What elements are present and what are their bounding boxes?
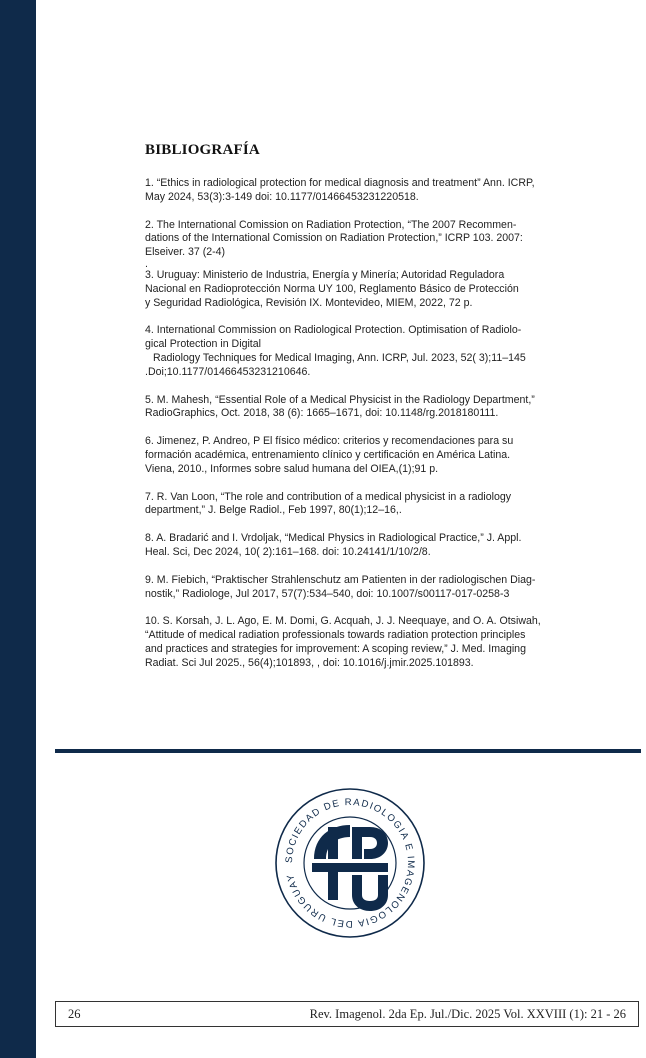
reference-5 [145, 394, 553, 422]
reference-line: Radiology Techniques for Medical Imaging, Ann. ICRP, Jul. 2023, 52( 3);11–145 [153, 351, 526, 364]
reference-line: y Seguridad Radiológica, Revisión IX. Montevideo, MIEM, 2022, 72 p. [145, 296, 473, 309]
reference-4 [145, 324, 553, 379]
reference-line: 2. The International Comission on Radiation Protection, “The 2007 Recommen- [145, 218, 517, 231]
reference-line: Radiat. Sci Jul 2025., 56(4);101893, , doi: 10.1016/j.jmir.2025.101893. [145, 656, 474, 669]
reference-line: 3. Uruguay: Ministerio de Industria, Energía y Minería; Autoridad Reguladora [145, 268, 505, 281]
bibliography-section [145, 142, 553, 685]
reference-line: nostik,” Radiologe, Jul 2017, 57(7):534–540, doi: 10.1007/s00117-017-0258-3 [145, 587, 510, 600]
reference-line: 4. International Commission on Radiological Protection. Optimisation of Radiolo- [145, 324, 522, 337]
journal-citation: Rev. Imagenol. 2da Ep. Jul./Dic. 2025 Vol. XXVIII (1): 21 - 26 [309, 1007, 626, 1021]
reference-6 [145, 435, 553, 476]
section-divider [55, 749, 641, 753]
bibliography-heading: BIBLIOGRAFÍA [145, 142, 260, 158]
reference-line: 9. M. Fiebich, “Praktischer Strahlenschutz am Patienten in der radiologischen Diag- [145, 573, 536, 586]
logo-monogram [312, 825, 388, 911]
reference-line: 1. “Ethics in radiological protection for medical diagnosis and treatment” Ann. ICRP, [145, 177, 535, 189]
reference-line: .Doi;10.1177/01466453231210646. [145, 365, 311, 378]
reference-10 [145, 615, 553, 670]
reference-line: 5. M. Mahesh, “Essential Role of a Medical Physicist in the Radiology Department,” [145, 393, 535, 406]
reference-line: department,” J. Belge Radiol., Feb 1997, 80(1);12–16,. [145, 504, 402, 517]
reference-line: 10. S. Korsah, J. L. Ago, E. M. Domi, G. Acquah, J. J. Neequaye, and O. A. Otsiwah, [145, 615, 541, 628]
reference-line: Viena, 2010., Informes sobre salud humana del OIEA,(1);91 p. [145, 462, 439, 475]
reference-line: Elseiver. 37 (2-4) [145, 246, 226, 259]
reference-2 [145, 219, 553, 260]
reference-line: RadioGraphics, Oct. 2018, 38 (6): 1665–1671, doi: 10.1148/rg.2018180111. [145, 407, 499, 420]
reference-line: 8. A. Bradarić and I. Vrdoljak, “Medical Physics in Radiological Practice,” J. Appl. [145, 532, 522, 545]
reference-9 [145, 574, 553, 602]
reference-1 [145, 177, 553, 205]
reference-line: Nacional en Radioprotección Norma UY 100, Reglamento Básico de Protección [145, 282, 519, 295]
reference-line: 7. R. Van Loon, “The role and contribution of a medical physicist in a radiology [145, 490, 512, 503]
reference-line: “Attitude of medical radiation professionals towards radiation protection principles [145, 629, 526, 642]
reference-line: and practices and strategies for improvement: A scoping review,” J. Med. Imaging [145, 642, 526, 655]
side-color-bar [0, 0, 36, 1058]
page-footer [55, 1001, 639, 1027]
reference-line: dations of the International Comission on Radiation Protection,” ICRP 103. 2007: [145, 232, 523, 245]
society-logo-svg [272, 785, 428, 941]
reference-3 [145, 269, 553, 310]
reference-7 [145, 491, 553, 519]
reference-8 [145, 532, 553, 560]
reference-line: gical Protection in Digital [145, 338, 261, 351]
logo-ring-text: SOCIEDAD DE RADIOLOGIA E IMAGENOLOGIA DEL URUGUAY [283, 796, 417, 930]
reference-line: May 2024, 53(3):3-149 doi: 10.1177/01466453231220518. [145, 190, 419, 203]
society-logo [272, 785, 428, 941]
reference-line: 6. Jimenez, P. Andreo, P El físico médico: criterios y recomendaciones para su [145, 435, 514, 448]
reference-line: Heal. Sci, Dec 2024, 10( 2):161–168. doi: 10.24141/1/10/2/8. [145, 545, 431, 558]
reference-line: formación académica, entrenamiento clínico y certificación en América Latina. [145, 448, 511, 461]
page-number: 26 [68, 1007, 81, 1021]
stray-dot: . [145, 257, 148, 270]
